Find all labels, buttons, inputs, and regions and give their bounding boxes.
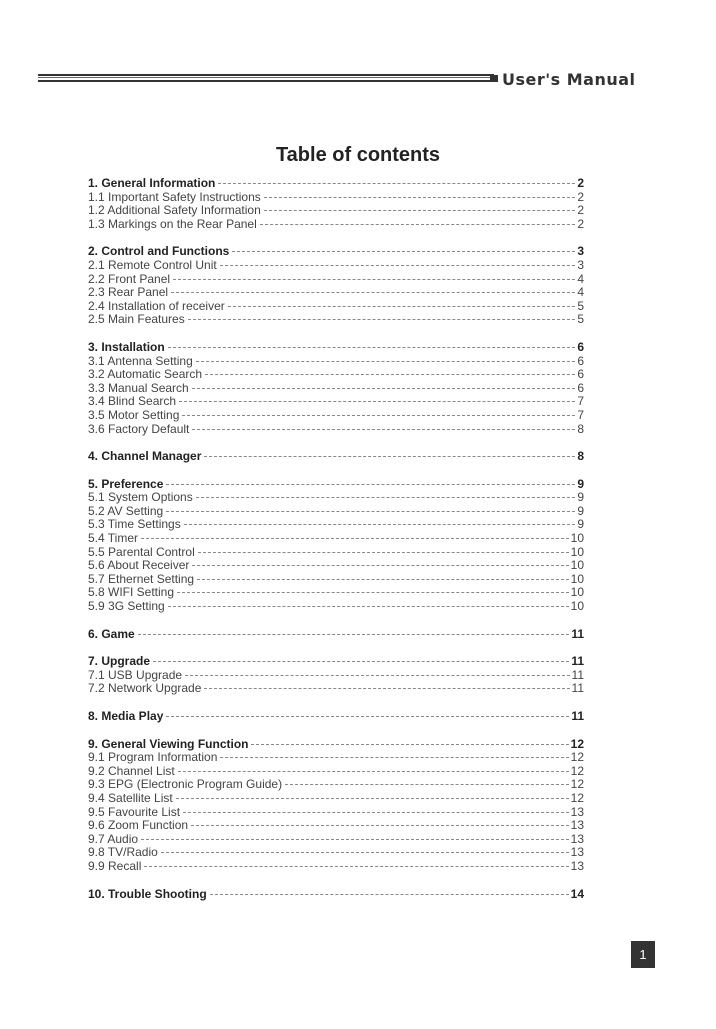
toc-entry-page: 11: [571, 667, 584, 682]
dot-leader: [264, 210, 576, 211]
toc-entry-page: 7: [577, 407, 584, 422]
toc-entry-label: 9.2 Channel List: [88, 763, 175, 778]
dot-leader: [182, 415, 575, 416]
dot-leader: [192, 429, 575, 430]
toc-entry-page: 6: [577, 367, 584, 382]
toc-entry-label: 2.4 Installation of receiver: [88, 298, 225, 313]
toc-entry-page: 10: [570, 571, 584, 586]
toc-section-heading[interactable]: [88, 738, 584, 752]
toc-entry[interactable]: [88, 792, 584, 806]
toc-entry[interactable]: [88, 423, 584, 437]
toc-section-heading-label: 2. Control and Functions: [88, 244, 230, 259]
toc-entry[interactable]: [88, 395, 584, 409]
dot-leader: [196, 497, 576, 498]
toc-entry-label: 3.4 Blind Search: [88, 394, 177, 409]
toc-entry-label: 3.5 Motor Setting: [88, 407, 180, 422]
toc-entry-page: 6: [577, 380, 584, 395]
toc-section-heading-page: 11: [571, 654, 584, 669]
toc-section-heading[interactable]: [88, 245, 584, 259]
toc-section-heading[interactable]: [88, 450, 584, 464]
toc-section-heading-label: 9. General Viewing Function: [88, 736, 249, 751]
dot-leader: [166, 511, 575, 512]
toc-entry-label: 9.3 EPG (Electronic Program Guide): [88, 777, 283, 792]
dot-leader: [192, 388, 576, 389]
toc-entry-label: 5.5 Parental Control: [88, 544, 195, 559]
toc-entry-label: 9.7 Audio: [88, 831, 139, 846]
dot-leader: [153, 661, 569, 662]
header-rule: [38, 74, 494, 82]
dot-leader: [138, 634, 570, 635]
dot-leader: [144, 866, 568, 867]
dot-leader: [260, 224, 576, 225]
toc-entry-page: 10: [570, 531, 584, 546]
toc-entry[interactable]: [88, 259, 584, 273]
toc-entry-page: 12: [570, 777, 584, 792]
toc-entry-page: 9: [577, 503, 584, 518]
toc-entry[interactable]: [88, 505, 584, 519]
toc-entry-page: 3: [577, 257, 584, 272]
toc-entry[interactable]: [88, 286, 584, 300]
toc-entry-page: 13: [570, 804, 584, 819]
toc-entry[interactable]: [88, 846, 584, 860]
toc-entry-label: 7.2 Network Upgrade: [88, 681, 202, 696]
toc-entry-page: 5: [577, 312, 584, 327]
toc-section: [88, 450, 584, 464]
toc-entry-page: 8: [577, 421, 584, 436]
dot-leader: [184, 524, 576, 525]
toc-entry-page: 5: [577, 298, 584, 313]
toc-entry-label: 9.9 Recall: [88, 858, 142, 873]
toc-entry-page: 13: [570, 858, 584, 873]
toc-entry[interactable]: [88, 682, 584, 696]
dot-leader: [141, 538, 569, 539]
toc-entry[interactable]: [88, 669, 584, 683]
toc-entry-page: 2: [577, 189, 584, 204]
toc-section-heading[interactable]: [88, 655, 584, 669]
toc-entry-label: 5.6 About Receiver: [88, 558, 190, 573]
toc-entry-page: 13: [570, 845, 584, 860]
toc-entry[interactable]: [88, 491, 584, 505]
toc-section-heading-page: 14: [570, 886, 584, 901]
dot-leader: [220, 265, 576, 266]
dot-leader: [185, 675, 569, 676]
toc-entry-label: 5.1 System Options: [88, 490, 193, 505]
toc-entry-label: 1.1 Important Safety Instructions: [88, 189, 261, 204]
toc-entry-page: 9: [577, 490, 584, 505]
toc-entry[interactable]: [88, 368, 584, 382]
toc-section-heading-label: 3. Installation: [88, 339, 165, 354]
toc-section: [88, 738, 584, 874]
toc-entry-label: 9.5 Favourite List: [88, 804, 181, 819]
toc-section-heading-label: 8. Media Play: [88, 709, 164, 723]
toc-entry-page: 10: [570, 599, 584, 614]
dot-leader: [173, 279, 575, 280]
dot-leader: [205, 374, 575, 375]
toc-entry-page: 4: [577, 285, 584, 300]
toc-section-heading[interactable]: [88, 628, 584, 642]
toc-entry[interactable]: [88, 806, 584, 820]
toc-entry-page: 4: [577, 271, 584, 286]
toc-entry-page: 10: [570, 585, 584, 600]
toc-entry-page: 12: [570, 750, 584, 765]
toc-entry-label: 9.6 Zoom Function: [88, 818, 189, 833]
toc-section-heading-page: 2: [577, 176, 584, 190]
toc-entry[interactable]: [88, 382, 584, 396]
dot-leader: [178, 771, 569, 772]
toc-entry-label: 3.1 Antenna Setting: [88, 353, 193, 368]
toc-section: [88, 655, 584, 696]
toc-section-heading-page: 12: [570, 736, 584, 751]
header-bullet: [490, 75, 498, 82]
toc-entry-page: 9: [577, 517, 584, 532]
dot-leader: [264, 197, 576, 198]
toc-entry[interactable]: [88, 586, 584, 600]
manual-title: User's Manual: [502, 70, 636, 89]
page-number-badge: 1: [631, 941, 655, 968]
toc-entry[interactable]: [88, 778, 584, 792]
toc-entry-label: 9.1 Program Information: [88, 750, 218, 765]
toc-section-heading[interactable]: [88, 177, 584, 191]
toc-entry[interactable]: [88, 819, 584, 833]
toc-section-heading[interactable]: [88, 478, 584, 492]
toc-section-heading-label: 10. Trouble Shooting: [88, 886, 207, 901]
dot-leader: [285, 784, 569, 785]
toc-entry[interactable]: [88, 573, 584, 587]
toc-entry-label: 7.1 USB Upgrade: [88, 667, 183, 682]
toc-section: [88, 888, 584, 902]
dot-leader: [228, 306, 576, 307]
toc-entry[interactable]: [88, 355, 584, 369]
toc-entry[interactable]: [88, 273, 584, 287]
toc-entry[interactable]: [88, 313, 584, 327]
toc-entry-page: 7: [577, 394, 584, 409]
toc-entry-page: 2: [577, 216, 584, 231]
dot-leader: [191, 825, 569, 826]
dot-leader: [204, 456, 575, 457]
toc-section: [88, 177, 584, 231]
toc-entry-label: 3.2 Automatic Search: [88, 367, 203, 382]
dot-leader: [192, 565, 568, 566]
toc-entry[interactable]: [88, 218, 584, 232]
dot-leader: [168, 606, 569, 607]
dot-leader: [183, 812, 569, 813]
dot-leader: [251, 744, 568, 745]
toc-entry-page: 12: [570, 763, 584, 778]
toc-entry-label: 1.3 Markings on the Rear Panel: [88, 216, 257, 231]
toc-section: [88, 628, 584, 642]
toc-entry-page: 6: [577, 353, 584, 368]
toc-section-heading-label: 6. Game: [88, 626, 135, 641]
dot-leader: [176, 798, 569, 799]
dot-leader: [218, 183, 575, 184]
toc-section-heading-label: 7. Upgrade: [88, 654, 151, 669]
toc-entry-label: 2.5 Main Features: [88, 312, 185, 327]
toc-section-heading[interactable]: [88, 341, 584, 355]
toc-entry-label: 3.6 Factory Default: [88, 421, 190, 436]
dot-leader: [171, 292, 575, 293]
toc-section-heading[interactable]: [88, 888, 584, 902]
toc-entry-label: 5.2 AV Setting: [88, 503, 164, 518]
dot-leader: [198, 552, 569, 553]
toc-entry[interactable]: [88, 300, 584, 314]
page-title: Table of contents: [275, 144, 441, 166]
toc-entry-page: 13: [570, 831, 584, 846]
toc-section: [88, 710, 584, 724]
dot-leader: [179, 401, 575, 402]
dot-leader: [196, 361, 576, 362]
toc-entry[interactable]: [88, 559, 584, 573]
toc-section-heading-label: 4. Channel Manager: [88, 449, 202, 464]
toc-entry-page: 10: [570, 544, 584, 559]
dot-leader: [197, 579, 569, 580]
toc-entry-page: 2: [577, 203, 584, 218]
toc-entry-label: 5.8 WIFI Setting: [88, 585, 175, 600]
toc-section-heading-page: 8: [577, 449, 584, 464]
toc-entry-label: 1.2 Additional Safety Information: [88, 203, 261, 218]
toc-section-heading-label: 5. Preference: [88, 476, 164, 491]
toc-entry-page: 11: [571, 681, 584, 696]
dot-leader: [204, 688, 569, 689]
toc-section-heading-page: 6: [577, 339, 584, 354]
toc-entry[interactable]: [88, 751, 584, 765]
toc-entry[interactable]: [88, 518, 584, 532]
dot-leader: [188, 319, 576, 320]
toc-entry[interactable]: [88, 860, 584, 874]
dot-leader: [232, 251, 575, 252]
toc-entry[interactable]: [88, 409, 584, 423]
dot-leader: [166, 484, 575, 485]
dot-leader: [141, 839, 569, 840]
dot-leader: [177, 592, 569, 593]
dot-leader: [166, 716, 569, 717]
toc-entry-label: 5.4 Timer: [88, 531, 139, 546]
toc-entry-page: 10: [570, 558, 584, 573]
toc-entry[interactable]: [88, 546, 584, 560]
toc-entry-label: 2.1 Remote Control Unit: [88, 257, 217, 272]
toc-section: [88, 341, 584, 436]
dot-leader: [168, 347, 576, 348]
toc-entry-page: 13: [570, 818, 584, 833]
toc-section-heading[interactable]: [88, 710, 584, 724]
toc-entry[interactable]: [88, 532, 584, 546]
toc-entry[interactable]: [88, 833, 584, 847]
toc-section-heading-page: 11: [571, 709, 584, 723]
toc-section: [88, 245, 584, 327]
toc-entry-label: 3.3 Manual Search: [88, 380, 189, 395]
toc-entry[interactable]: [88, 765, 584, 779]
dot-leader: [161, 852, 569, 853]
toc-section-heading-page: 9: [577, 476, 584, 491]
dot-leader: [210, 894, 569, 895]
toc-entry-label: 5.7 Ethernet Setting: [88, 571, 195, 586]
toc-entry[interactable]: [88, 191, 584, 205]
toc-entry-page: 12: [570, 790, 584, 805]
table-of-contents: [88, 177, 584, 915]
toc-entry-label: 9.8 TV/Radio: [88, 845, 158, 860]
toc-entry-label: 5.3 Time Settings: [88, 517, 181, 532]
toc-section-heading-label: 1. General Information: [88, 176, 216, 190]
toc-entry-label: 9.4 Satellite List: [88, 790, 173, 805]
dot-leader: [220, 757, 568, 758]
toc-entry-label: 2.3 Rear Panel: [88, 285, 169, 300]
toc-section-heading-page: 11: [571, 626, 584, 641]
toc-entry-label: 2.2 Front Panel: [88, 271, 171, 286]
toc-entry-label: 5.9 3G Setting: [88, 599, 165, 614]
toc-entry[interactable]: [88, 204, 584, 218]
toc-section-heading-page: 3: [577, 244, 584, 259]
toc-section: [88, 478, 584, 614]
toc-entry[interactable]: [88, 600, 584, 614]
